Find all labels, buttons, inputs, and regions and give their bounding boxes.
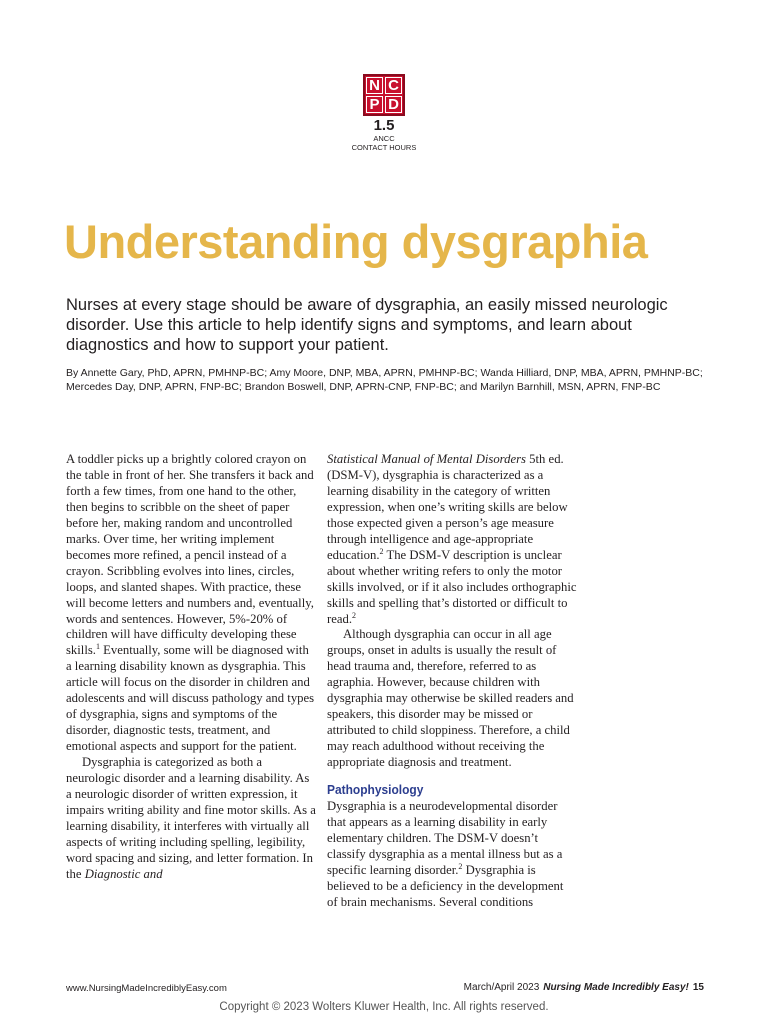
body-paragraph-3: Although dysgraphia can occur in all age groups, onset in adults is usually the result of head trauma and, therefore, referred to as agraphia. However, because children with dysgraphia may otherwise be skilled readers and speakers, this disorder may be missed or attributed to child sloppiness. Therefore, a child may reach adulthood without receiving the appropriate diagnosis and treatment. [327, 627, 574, 770]
body-paragraph-1: A toddler picks up a brightly colored crayon on the table in front of her. She transfers it back and forth a few times, from one hand to the other, then begins to scribble on the sheet of paper before her, making random and uncontrolled marks. Over time, her writing implement becomes more refined, a pencil instead of a crayon. Scribbling evolves into lines, circles, loops, and slanted shapes. With practice, these will become letters and numbers and, eventually, words and sentences. However, 5%-20% of children will have difficulty developing these skills.$^1$ Eventually, some will be diagnosed with a learning disability known as dysgraphia. This article will focus on the disorder in children and adolescents and will discuss pathology and types of dysgraphia, signs and symptoms of the disorder, diagnostic tests, treatment, and emotional aspects and support for the patient. [66, 452, 315, 754]
badge-letter-p: P [366, 96, 383, 113]
footer-issue-info [464, 982, 704, 993]
footer-website-link[interactable]: www.NursingMadeIncrediblyEasy.com [66, 983, 227, 994]
dsm-title-italic: Diagnostic and [84, 866, 163, 881]
article-deck: Nurses at every stage should be aware of dysgraphia, an easily missed neurologic disorder. Use this article to help identify signs and symptoms, and learn about diagnostics and how to support your patient. [66, 296, 668, 354]
footer-issue-date: March/April 2023 [463, 982, 540, 993]
dsm-title-italic-continued: Statistical Manual of Mental Disorders [327, 452, 526, 466]
reference-marker: 1 [95, 642, 100, 652]
section-heading-pathophysiology: Pathophysiology [327, 782, 424, 798]
contact-hours-number: 1.5 [373, 117, 395, 134]
body-column-right [327, 452, 577, 911]
badge-letter-n: N [366, 77, 383, 94]
contact-hours-label: CONTACT HOURS [351, 143, 417, 152]
reference-marker: 2 [379, 546, 384, 556]
body-paragraph-2-continued: Statistical Manual of Mental Disorders 5th ed. (DSM-V), dysgraphia is characterized as a learning disability in the category of written expression, when one’s writing skills are below those expected given a person’s age measure through intelligence and age-appropriate education.$^2$ The DSM-V description is unclear about whether writing refers to only the motor skills involved, or if it also includes orthographic skills and spelling that’s distorted or difficult to read.$^2$ [327, 452, 577, 626]
footer-page-number: 15 [692, 982, 704, 993]
reference-marker: 2 [352, 610, 357, 620]
reference-marker: 2 [458, 861, 463, 871]
contact-hours-ancc: ANCC [373, 134, 395, 143]
author-byline: By Annette Gary, PhD, APRN, PMHNP-BC; Amy Moore, DNP, MBA, APRN, PMHNP-BC; Wanda Hilliard, DNP, MBA, APRN, PMHNP-BC; Mercedes Day, DNP, APRN, FNP-BC; Brandon Boswell, DNP, APRN-CNP, FNP-BC; and Marilyn Barnhill, MSN, APRN, FNP-BC [66, 367, 703, 394]
article-title: Understanding dysgraphia [64, 215, 648, 268]
badge-letter-c: C [385, 77, 402, 94]
body-paragraph-4: Dysgraphia is a neurodevelopmental disorder that appears as a learning disability in early elementary children. The DSM-V doesn’t classify dysgraphia as a mental illness but as a specific learning disorder.$^2$ Dysgraphia is believed to be a deficiency in the development of brain mechanisms. Several conditions [327, 799, 564, 909]
contact-hours [334, 118, 434, 152]
ncpd-badge [363, 74, 405, 116]
body-paragraph-2: Dysgraphia is categorized as both a neurologic disorder and a learning disability. As a neurologic disorder of written expression, it impairs writing ability and fine motor skills. As a learning disability, it interferes with virtually all aspects of writing including spelling, legibility, word spacing and sizing, and letter formation. In the Diagnostic and [66, 755, 316, 881]
copyright-notice: Copyright © 2023 Wolters Kluwer Health, Inc. All rights reserved. [219, 1001, 549, 1013]
badge-letter-d: D [385, 96, 402, 113]
body-column-left [66, 452, 316, 883]
footer-magazine-name: Nursing Made Incredibly Easy! [543, 982, 689, 993]
